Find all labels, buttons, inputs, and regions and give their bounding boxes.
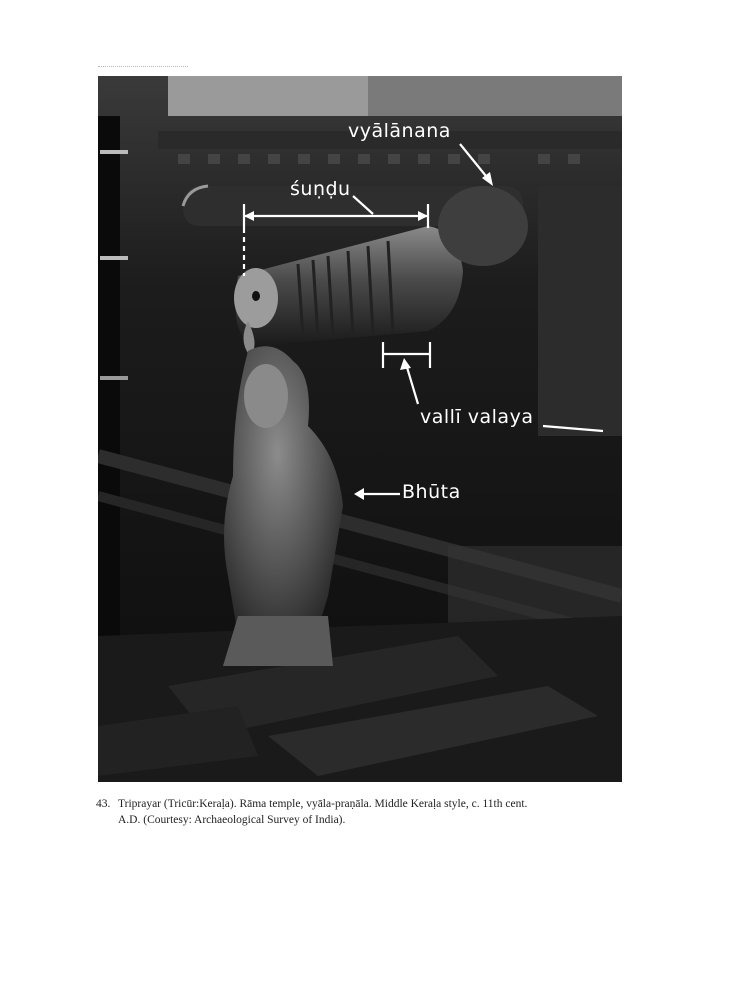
label-valli-valaya: vallī valaya	[420, 406, 534, 428]
label-sundu: śuṇḍu	[290, 178, 351, 200]
photo-drawing	[98, 76, 622, 782]
page-top-mark	[98, 66, 188, 67]
figure-caption	[96, 796, 638, 828]
temple-photograph	[98, 76, 622, 782]
label-bhuta: Bhūta	[402, 481, 461, 503]
label-vyalanana: vyālānana	[348, 120, 451, 142]
figure-number: 43.	[96, 798, 111, 810]
caption-line-2: A.D. (Courtesy: Archaeological Survey of India).	[118, 814, 346, 826]
caption-line-1: Triprayar (Tricūr:Keraḷa). Rāma temple, vyāla-praṇāla. Middle Keraḷa style, c. 11th cent.	[118, 798, 528, 810]
